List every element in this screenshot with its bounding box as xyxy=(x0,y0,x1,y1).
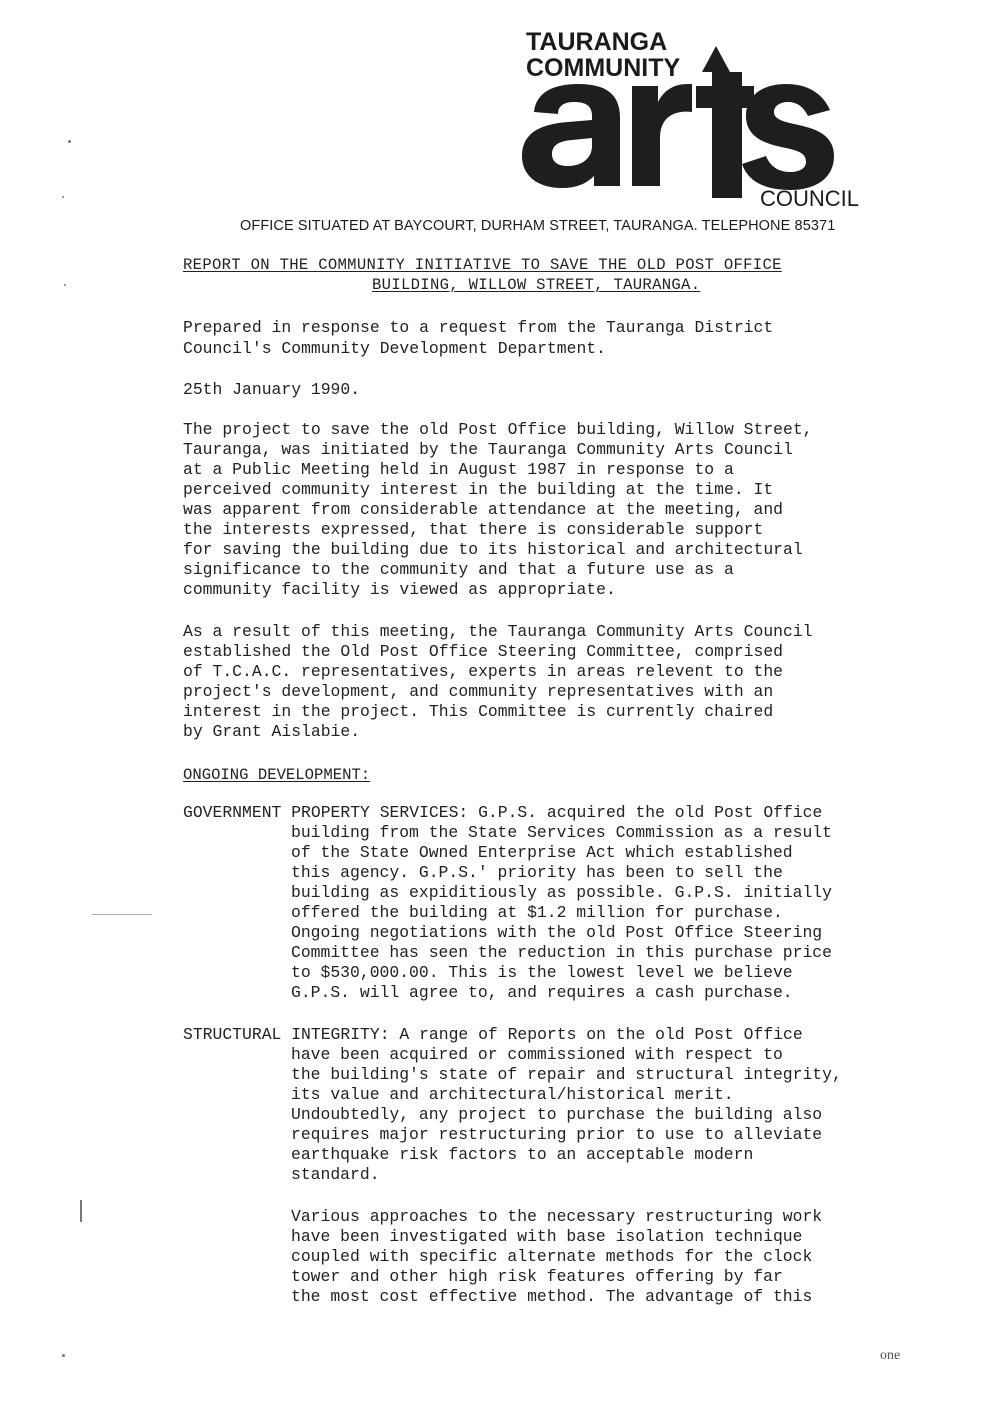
scan-speck xyxy=(62,1354,65,1357)
scan-mark xyxy=(92,914,152,915)
para1-line: was apparent from considerable attendance at the meeting, and xyxy=(183,500,783,519)
gps-line: offered the building at $1.2 million for purchase. xyxy=(291,903,783,922)
para2-line: by Grant Aislabie. xyxy=(183,722,361,741)
structural-line: the building's state of repair and structural integrity, xyxy=(291,1065,842,1084)
para1-line: the interests expressed, that there is considerable support xyxy=(183,520,764,539)
gps-lead: GOVERNMENT PROPERTY SERVICES: G.P.S. acquired the old Post Office xyxy=(183,803,823,822)
para1-line: at a Public Meeting held in August 1987 in response to a xyxy=(183,460,734,479)
various-line: Various approaches to the necessary restructuring work xyxy=(291,1207,823,1226)
structural-line: its value and architectural/historical merit. xyxy=(291,1085,734,1104)
structural-lead: STRUCTURAL INTEGRITY: A range of Reports on the old Post Office xyxy=(183,1025,803,1044)
section-heading: ONGOING DEVELOPMENT: xyxy=(183,766,371,784)
gps-line: of the State Owned Enterprise Act which established xyxy=(291,843,793,862)
various-line: tower and other high risk features offering by far xyxy=(291,1267,783,1286)
prepared-line-2: Council's Community Development Department. xyxy=(183,339,606,358)
para1-line: perceived community interest in the building at the time. It xyxy=(183,480,774,499)
gps-line: to $530,000.00. This is the lowest level we believe xyxy=(291,963,793,982)
logo-community: COMMUNITY xyxy=(526,54,681,82)
various-line: the most cost effective method. The advantage of this xyxy=(291,1287,813,1306)
para1-line: Tauranga, was initiated by the Tauranga Community Arts Council xyxy=(183,440,793,459)
scan-speck xyxy=(62,196,64,198)
para2-line: established the Old Post Office Steering Committee, comprised xyxy=(183,642,783,661)
scan-speck xyxy=(64,284,66,286)
para2-line: project's development, and community representatives with an xyxy=(183,682,774,701)
gps-line: G.P.S. will agree to, and requires a cash purchase. xyxy=(291,983,793,1002)
logo-tauranga: TAURANGA xyxy=(526,28,668,56)
various-line: coupled with specific alternate methods for the clock xyxy=(291,1247,813,1266)
structural-line: standard. xyxy=(291,1165,380,1184)
structural-line: earthquake risk factors to an acceptable modern xyxy=(291,1145,754,1164)
structural-line: have been acquired or commissioned with respect to xyxy=(291,1045,783,1064)
report-title-line-2: BUILDING, WILLOW STREET, TAURANGA. xyxy=(372,276,701,294)
para1-line: significance to the community and that a future use as a xyxy=(183,560,734,579)
para1-line: The project to save the old Post Office building, Willow Street, xyxy=(183,420,813,439)
scan-mark xyxy=(80,1200,82,1222)
gps-line: this agency. G.P.S.' priority has been to sell the xyxy=(291,863,783,882)
report-date: 25th January 1990. xyxy=(183,380,361,399)
gps-line: building as expiditiously as possible. G.P.S. initially xyxy=(291,883,832,902)
report-title-line-1: REPORT ON THE COMMUNITY INITIATIVE TO SAVE THE OLD POST OFFICE xyxy=(183,256,782,274)
arts-logo-icon xyxy=(516,46,846,206)
office-address: OFFICE SITUATED AT BAYCOURT, DURHAM STREET, TAURANGA. TELEPHONE 85371 xyxy=(240,218,836,234)
para1-line: community facility is viewed as appropriate. xyxy=(183,580,616,599)
page-number: one xyxy=(880,1348,901,1363)
structural-line: requires major restructuring prior to use to alleviate xyxy=(291,1125,823,1144)
logo-council: COUNCIL xyxy=(760,186,860,211)
gps-line: building from the State Services Commission as a result xyxy=(291,823,832,842)
para2-line: As a result of this meeting, the Tauranga Community Arts Council xyxy=(183,622,813,641)
structural-line: Undoubtedly, any project to purchase the building also xyxy=(291,1105,823,1124)
various-line: have been investigated with base isolation technique xyxy=(291,1227,803,1246)
gps-line: Ongoing negotiations with the old Post Office Steering xyxy=(291,923,823,942)
scan-speck xyxy=(68,140,71,143)
para2-line: interest in the project. This Committee is currently chaired xyxy=(183,702,774,721)
gps-line: Committee has seen the reduction in this purchase price xyxy=(291,943,832,962)
para1-line: for saving the building due to its historical and architectural xyxy=(183,540,803,559)
para2-line: of T.C.A.C. representatives, experts in areas relevent to the xyxy=(183,662,783,681)
prepared-line-1: Prepared in response to a request from the Tauranga District xyxy=(183,318,774,337)
